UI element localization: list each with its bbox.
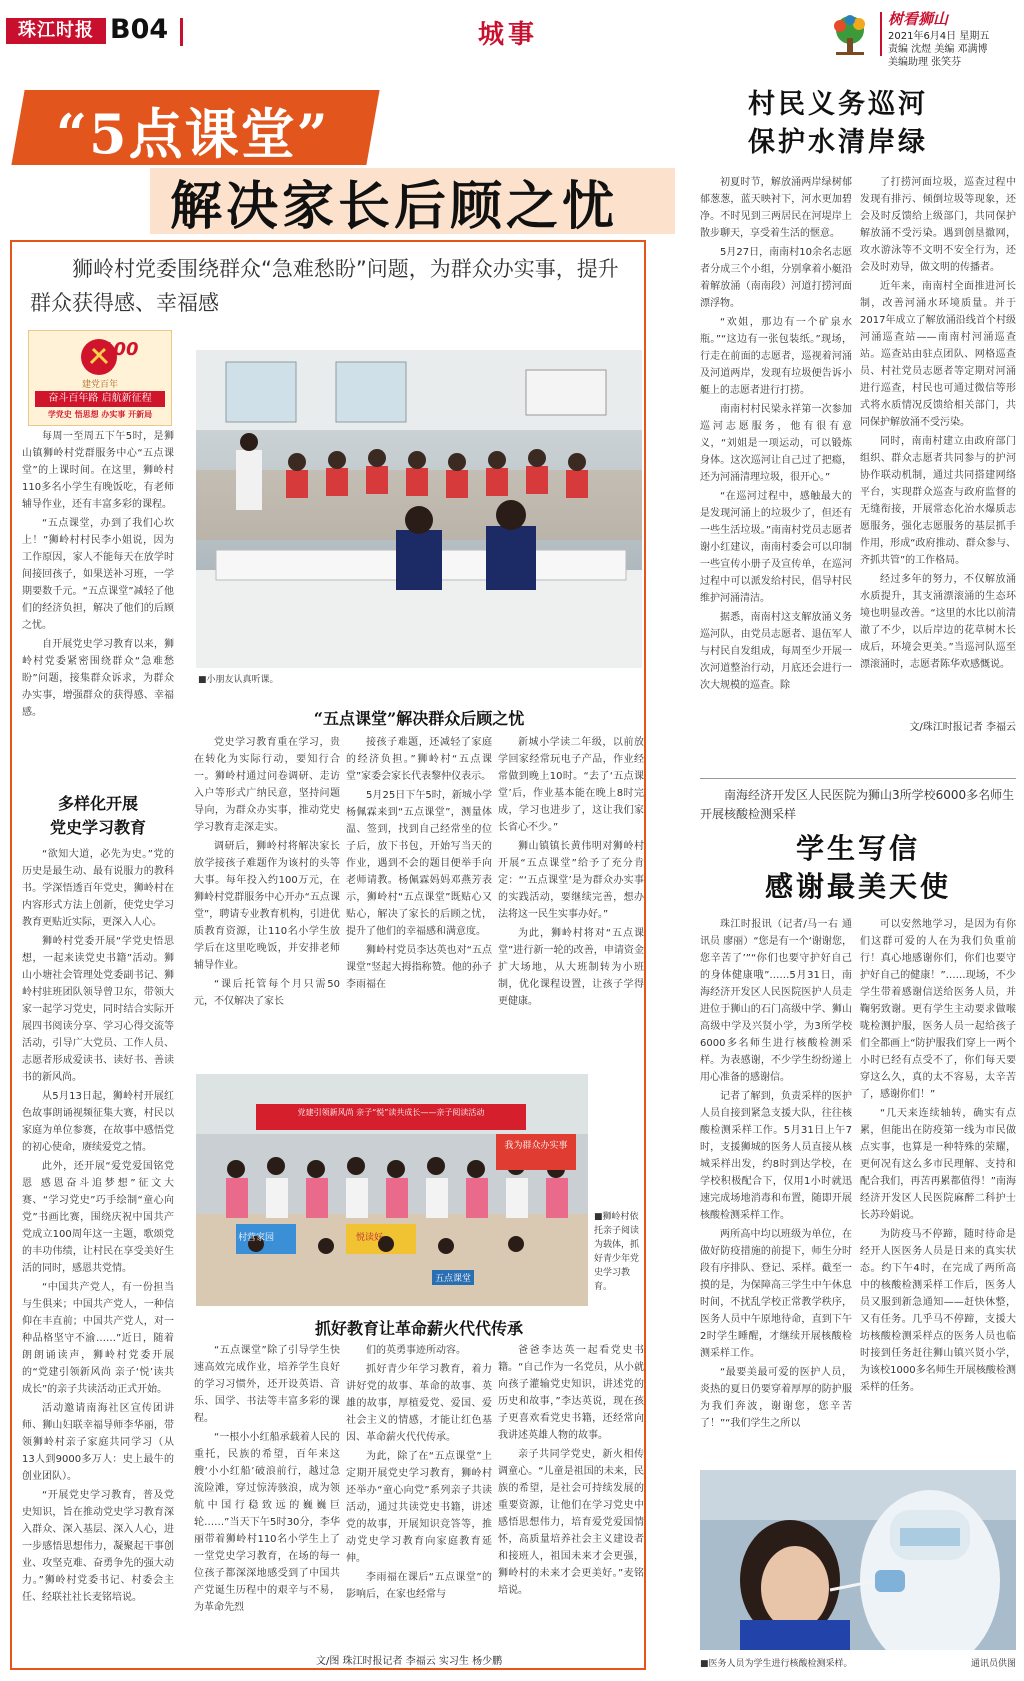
- paragraph: 活动邀请南海社区宣传团讲师、狮山妇联幸福导师李华丽，带领狮岭村亲子家庭共同学习（从13人到9000多万人：史上最牛的创业团队）。: [22, 1403, 174, 1482]
- photo1-caption: ■小朋友认真听课。: [198, 675, 279, 685]
- badge-subline: 学党史 悟思想 办实事 开新局: [47, 410, 153, 419]
- paragraph: 5月25日下午5时，新城小学杨佩霖来到“五点课堂”，测量体温、签到，找到自己经常坐的位子后，放下书包，开始写当天的作业，遇到不会的题目便举手向老师请教。杨佩霖妈妈邓燕芳表示，狮岭村“五点课堂”既贴心又贴心，解决了家长的后顾之忧，提升了他们的幸福感和满意度。: [346, 790, 492, 937]
- story2-title-line-2: 保护水清岸绿: [748, 127, 928, 158]
- dek: 狮岭村党委围绕群众“急难愁盼”问题，为群众办实事，提升群众获得感、幸福感: [30, 257, 619, 315]
- paragraph: 南南村村民梁永祥第一次参加巡河志愿服务，他有很有意义，“刘姐是一项运动，可以锻炼身体。这次巡河让自己过了把瘾，还为河涌清理垃圾，很开心。”: [700, 404, 852, 483]
- photo2-sign-2: 悦读好: [356, 1233, 384, 1243]
- paragraph: “欢姐，那边有一个矿泉水瓶。”“这边有一张包装纸。”现场，行走在前面的志愿者，巡视着河涌及河道两岸，发现有垃圾便告诉小艇上的志愿者进行打捞。: [700, 317, 852, 396]
- paragraph: 自开展党史学习教育以来，狮岭村党委紧密围绕群众“急难愁盼”问题，接集群众诉求，为群众办实事，增强群众的获得感、幸福感。: [22, 639, 174, 718]
- paragraph: 新城小学读二年级，以前放学回家经常玩电子产品，作业经常做到晚上10时。“去了‘五点课堂’后，作业基本能在晚上8时完成，学习也进步了，这让我们家长省心不少。”: [498, 737, 644, 833]
- paragraph: 近年来，南南村全面推进河长制，改善河涌水环境质量。并于2017年成立了解放涌沿线首个村级河涌巡查站——南南村河涌巡查站。巡查站由驻点团队、网格巡查员、村社党员志愿者等定期对河涌进行巡查，村民也可通过微信等形式将水质情况反馈给相关部门，共同保护解放涌不受污染。: [860, 281, 1016, 428]
- paragraph: 记者了解到，负责采样的医护人员自接到紧急支援大队，往往核酸检测采样工作。5月31日上午7时，支援狮城的医务人员直接从核城采样出发，约8时到达学校，在学校积极配合下，仅用1小时就迅速完成场地消毒和布置，随即开展核酸检测采样工作。: [700, 1091, 852, 1221]
- paragraph: 了打捞河面垃圾，巡查过程中发现有排污、倾倒垃圾等现象，还会及时反馈给上级部门，共同保护解放涌不受污染。遇到创垦撤网，攻水游泳等不文明不安全行为，还会及时劝导，做文明的传播者。: [860, 177, 1016, 273]
- paper-name-block: [6, 18, 106, 44]
- paragraph: 从5月13日起，狮岭村开展红色故事朗诵视频征集大赛，村民以家庭为单位参赛，在故事中感悟党的初心使命，赓续爱党之情。: [22, 1091, 174, 1153]
- main-col2: [194, 734, 340, 1070]
- photo2-sign-3: 五点课堂: [432, 1270, 474, 1285]
- masthead: [0, 0, 1024, 68]
- paragraph: “在巡河过程中，感触最大的是发现河涌上的垃圾少了，但还有一些生活垃圾。”南南村党员志愿者谢小红建议，南南村委会可以印制一些宣传小册子及宣传单，在巡河过程中可以派发给村民，倡导村民维护河涌清洁。: [700, 491, 852, 604]
- paragraph: 两所高中均以班级为单位，在做好防疫措施的前提下，师生分时段有序排队、登记、采样。截至一摸的是，为保障高三学生中午休息时间，不扰乱学校正常教学秩序，医务人员中午原地待命，直到下午2时学生睡醒，才继续开展核酸检测采样工作。: [700, 1229, 852, 1359]
- main-col5: [194, 1342, 340, 1644]
- paragraph: 据悉，南南村这支解放涌义务巡河队，由党员志愿者、退伍军人与村民自发组成，每周至少开展一次河道整治行动，月底还会进行一次大规模的巡查。除: [700, 612, 852, 691]
- story3-kicker: 南海经济开发区人民医院为狮山3所学校6000多名师生开展核酸检测采样: [700, 788, 1015, 821]
- paragraph: “最要美最可爱的医护人员，炎热的夏日仍要穿着厚厚的防护服为我们奔波，谢谢您，您辛苦了！”“我们学生之所以: [700, 1367, 852, 1429]
- tree-logo-icon: [826, 12, 874, 58]
- editor-credit: 责编 沈煜 美编 邓满博: [888, 44, 988, 55]
- badge-line1: 建党百年: [81, 380, 118, 390]
- paragraph: 为此，狮岭村将对“五点课堂”进行新一轮的改善，申请资金扩大场地，从大班制转为小班制，优化课程设置，让孩子学得更健康。: [498, 928, 644, 1007]
- paragraph: 珠江时报讯（记者/马一右 通讯员 廖丽）“您是有一个‘谢谢您，您辛苦了’”“你们也要守护好自己的身体健康哦”……5月31日，南海经济开发区人民医院医护人员走进位于狮山的石门高级中学、狮山高级中学及兴贤小学，为3所学校6000多名师生进行核酸检测采样。为表感谢，不少学生纷纷递上用心准备的感谢信。: [700, 919, 852, 1083]
- paragraph: 经过多年的努力，不仅解放涌水质提升，其支涌漂滚涌的生态环境也明显改善。“这里的水比以前清澈了不少，以后岸边的花草树木长成后，环境会更美。”当巡河队巡至漂滚涌时，志愿者陈华欢感慨说。: [860, 574, 1016, 670]
- paragraph: “欲知大道，必先为史。”党的历史是最生动、最有说服力的教科书。学深悟透百年党史，狮岭村在内容形式方法上创新，使党史学习教育更贴近实际，更深入人心。: [22, 849, 174, 928]
- paragraph: “中国共产党人，有一份担当与生俱来；中国共产党人，一种信仰在丰直前；中国共产党人，对一种品格坚守不渝……”近日，随着朗朗诵读声，狮岭村党委开展的“党建引领新风尚 亲子‘悦’读共成长”的亲子共读活动正式开始。: [22, 1282, 174, 1395]
- badge-slogan: 奋斗百年路 启航新征程: [48, 393, 152, 404]
- headline-line-1: “5点课堂”: [56, 102, 330, 166]
- paragraph: 党史学习教育重在学习，贵在转化为实际行动，要知行合一。狮岭村通过问卷调研、走访入户等形式广纳民意，坚持问题导向，为群众办实事，推动党史学习教育走深走实。: [194, 737, 340, 833]
- paragraph: “五点课堂，办到了我们心坎上！”狮岭村村民李小姐说，因为工作原因，家人不能每天在放学时间接回孩子，如果送补习班，一学期要数千元。“五点课堂”减轻了他们的经济负担，解决了他们的后顾之忧。: [22, 518, 174, 631]
- page-number: B04: [110, 14, 169, 45]
- story2-title-line-1: 村民义务巡河: [748, 89, 928, 120]
- paragraph: 可以安然地学习，是因为有你们这群可爱的人在为我们负重前行！真心地感谢你们，你们也要守护好自己的健康！”……现场，不少学生带着感谢信送给医务人员，并鞠躬致谢。更有学生主动要求做喉咙检测护服，医务人员一起给孩子们全都画上“防护服我们穿上一两个小时已经有点受不了，你们每天要穿这么久，真的太不容易，太辛苦了，感谢你们！”: [860, 919, 1016, 1100]
- main-col3: [346, 734, 492, 1070]
- masthead-divider: [180, 18, 183, 46]
- paragraph: 此外，还开展“爱党爱国铭党恩 感恩奋斗追梦想”征文大赛、“学习党史”巧手绘制“童心向党”书画比赛，围绕庆祝中国共产党成立100周年这一主题，歌颂党的丰功伟绩，让村民在享受美好生活的同时，感恩共党情。: [22, 1161, 174, 1274]
- story3-col-a: [700, 916, 852, 1460]
- paragraph: 狮山镇镇长黄伟明对狮岭村开展“五点课堂”给予了充分肯定：“‘五点课堂’是为群众办实事的实践活动，要继续完善，想办法将这一民生实事办好。”: [498, 841, 644, 920]
- main-col1-body: [22, 846, 174, 1652]
- section1-title-a: 多样化开展: [57, 794, 138, 813]
- story3-col-b: [860, 916, 1016, 1460]
- photo3-caption: ■医务人员为学生进行核酸检测采样。: [700, 1659, 853, 1669]
- paragraph: 抓好青少年学习教育，着力讲好党的故事、革命的故事、英雄的故事，厚植爱党、爱国、爱社会主义的情感，才能让红色基因、革命薪火代代传承。: [346, 1364, 492, 1443]
- paragraph: 5月27日，南南村10余名志愿者分成三个小组，分别拿着小艇沿着解放涌（南南段）河道打捞河面漂浮物。: [700, 247, 852, 309]
- assistant-editor-credit: 美编助理 张笑芬: [888, 57, 962, 68]
- paragraph: 接孩子难题，还减轻了家庭的经济负担。”狮岭村“五点课堂”家委会家长代表黎仲仪表示。: [346, 737, 492, 782]
- paragraph: 狮岭村党委开展“学党史悟思想，一起来读党史书籍”活动。狮山小塘社会管理处党委副书记、狮岭村驻班团队领导曾卫东，带领大家一起学习党史，同时结合实际开展四书阅读分享、学习心得交流等活动，引导广大党员、工作人员、志愿者形成爱读书、读好书、善读书的新风尚。: [22, 936, 174, 1083]
- section1-title: [22, 792, 174, 840]
- centenary-badge: [28, 330, 172, 426]
- photo2-sign-1: 村营家园: [238, 1233, 275, 1243]
- story2-col-a: [700, 174, 852, 734]
- main-col7: [498, 1342, 644, 1644]
- photo2-caption: ■狮岭村依托亲子阅读为载体，抓好青少年党史学习教育。: [594, 1212, 640, 1292]
- paragraph: 爸爸李达英一起看党史书籍。“自己作为一名党员，从小就向孩子灌输党史知识，讲述党的历史和故事，”李达英说，现在孩子更喜欢看党史书籍，还经常向我讲述英雄人物的故事。: [498, 1345, 644, 1441]
- issue-date: 2021年6月4日 星期五: [888, 31, 990, 42]
- swab-test-photo: [700, 1470, 1016, 1650]
- paragraph: “五点课堂”除了引导学生快速高效完成作业，培养学生良好的学习习惯外，还开设英语、音乐、国学、书法等丰富多彩的课程。: [194, 1345, 340, 1424]
- paragraph: “一根小小红船承载着人民的重托，民族的希望，百年来这艘‘小小红船’破浪前行，越过急流险滩，穿过惊涛骇浪，成为领航中国行稳致远的巍巍巨轮……”当天下午5时30分，李华丽带着狮岭村110名小学生上了一堂党史学习教育，在场的每一位孩子都深深地感受到了中国共产党诞生历程中的艰辛与不易，为革命先烈: [194, 1432, 340, 1613]
- paragraph: 李雨福在课后“五点课堂”的影响后，在家也经常与: [346, 1572, 492, 1600]
- main-col1-intro: [22, 428, 174, 724]
- story-divider: [700, 778, 1016, 779]
- badge-slogan-bar: [35, 391, 165, 407]
- main-byline: 文/图 珠江时报记者 李福云 实习生 杨少鹏: [316, 1656, 503, 1667]
- paper-name: 珠江时报: [18, 20, 94, 41]
- classroom-illustration: [196, 350, 642, 668]
- headline-line-2: 解决家长后顾之忧: [170, 176, 619, 237]
- story3-title-line-1: 学生写信: [795, 832, 920, 865]
- main-col4: [498, 734, 644, 1070]
- paragraph: “课后托管每个月只需50元，不仅解决了家长: [194, 979, 340, 1007]
- logo-divider: [880, 12, 882, 56]
- paragraph: “开展党史学习教育，普及党史知识，旨在推动党史学习教育深入群众、深入基层、深入人心，进一步感悟思想伟力，凝聚起干事创业、攻坚克难、奋勇争先的强大动力。”狮岭村党委书记、村委会主任、经联社社长麦铭培说。: [22, 1490, 174, 1603]
- paragraph: 为此，除了在“五点课堂”上定期开展党史学习教育，狮岭村还举办“童心向党”系列亲子共读活动，通过共读党史书籍，讲述党的故事，开展知识竞答等，推动党史学习教育向家庭教育延伸。: [346, 1451, 492, 1564]
- story3-title: [700, 830, 1016, 906]
- classroom-photo: [196, 350, 642, 668]
- paragraph: 每周一至周五下午5时，是狮山镇狮岭村党群服务中心“五点课堂”的上课时间。在这里，狮岭村110多名小学生有晚饭吃，有老师辅导作业，还有丰富多彩的课程。: [22, 431, 174, 510]
- badge-number: 100: [101, 339, 139, 360]
- swab-illustration: [700, 1470, 1016, 1650]
- section1-title-b: 党史学习教育: [49, 818, 146, 837]
- paragraph: 同时，南南村建立由政府部门组织、群众志愿者共同参与的护河协作联动机制，通过共同搭建网络平台，实现群众巡查与政府监督的无缝衔接，开展常态化治水爆质志愿服务，强化志愿服务的基层抓手作用，形成“政府推动、群众参与、齐抓共管”的工作格局。: [860, 436, 1016, 566]
- logo-title: 树看狮山: [888, 10, 949, 28]
- story2-col-b: [860, 174, 1016, 714]
- section2-title: “五点课堂”解决群众后顾之忧: [313, 709, 525, 728]
- paragraph: “几天来连续轴转，确实有点累，但能出在防疫第一线为市民做点实事，也算是一种特殊的荣耀，更何况有这么多市民理解、支持和配合我们，再苦再累都值得！”南海经济开发区人民医院麻醉二科护士长苏玲娟说。: [860, 1108, 1016, 1221]
- story2-title: [660, 86, 1016, 162]
- section3-title: 抓好教育让革命薪火代代传承: [314, 1319, 523, 1338]
- paragraph: 亲子共同学党史，新火相传调童心。“儿童是祖国的未来，民族的希望，是社会可持续发展的重要资源，让他们在学习党史中感悟思想伟力，培育爱党爱国情怀，高质量培养社会主义建设者和接班人，祖国未来才会更强，狮岭村的未来才会更美好。”麦铭培说。: [498, 1449, 644, 1596]
- photo2-sign-4: 我为群众办实事: [504, 1141, 568, 1151]
- section-name: 城事: [478, 20, 539, 50]
- paragraph: 狮岭村党员李达英也对“五点课堂”竖起大拇指称赞。他的孙子李雨福在: [346, 945, 492, 990]
- story3-title-line-2: 感谢最美天使: [764, 870, 951, 903]
- paragraph: 们的英勇事迹所动容。: [366, 1345, 466, 1356]
- paragraph: 为防疫马不停蹄，随时待命是经开人医医务人员是日来的真实状态。约下午4时，在完成了两所高中的核酸检测采样工作后，医务人员又服到新急通知——赶快休整，又有任务。几乎马不停蹄，支援大坊核酸检测采样点的医务人员也临时接到任务赶往狮山镇兴贤小学，为该校1000多名师生开展核酸检测采样的任务。: [860, 1229, 1016, 1393]
- photo2-banner-text: 党建引领新风尚 亲子“悦”读共成长——亲子阅读活动: [297, 1108, 485, 1117]
- paragraph: 调研后，狮岭村将解决家长放学接孩子难题作为该村的头等大事。每年投入约100万元，在狮岭村党群服务中心开办“五点课堂”，聘请专业教育机构，引进优质教育资源，让110名小学生放学后在这里吃晚饭，并安排老师辅导作业。: [194, 841, 340, 971]
- main-col6: [346, 1342, 492, 1644]
- photo3-credit: 通讯员供图: [970, 1659, 1016, 1669]
- story2-byline: 文/珠江时报记者 李福云: [909, 722, 1016, 733]
- paragraph: 初夏时节，解放涌两岸绿树郁郁葱葱，蓝天映衬下，河水更加碧净。不时见到三两居民在河堤岸上散步聊天，享受着生活的惬意。: [700, 177, 852, 239]
- group-reading-photo: [196, 1074, 588, 1306]
